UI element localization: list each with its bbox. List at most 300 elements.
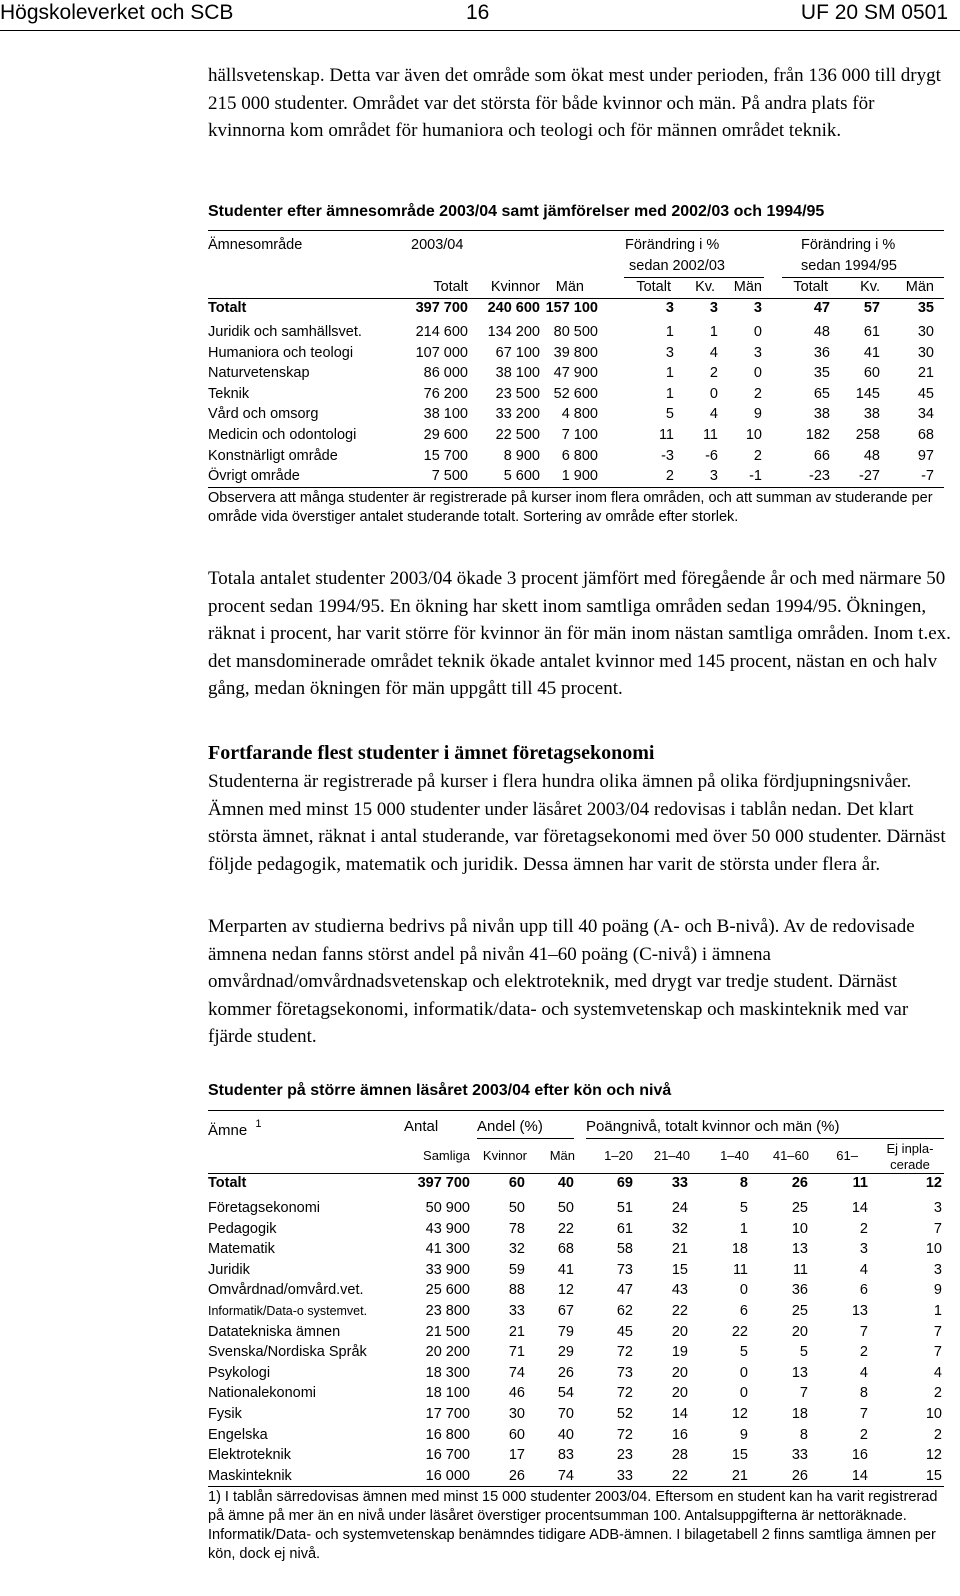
header-rule xyxy=(0,30,960,31)
table1-total-row-cell: 35 xyxy=(917,300,934,316)
table2-row-cell: 74 xyxy=(557,1467,574,1484)
table2-row-cell: 18 100 xyxy=(425,1385,470,1402)
table2-row-label: Psykologi xyxy=(208,1364,271,1381)
table1-row-cell: 1 xyxy=(665,324,674,340)
table1-total-row-cell: 3 xyxy=(665,300,674,316)
table1-row-cell: 0 xyxy=(753,324,762,340)
table2-row-cell: 11 xyxy=(792,1261,808,1278)
table1-row-cell: 7 500 xyxy=(431,468,468,485)
table2-row-cell: 8 xyxy=(799,1426,808,1443)
table2-row-cell: 32 xyxy=(671,1220,688,1237)
table2-row-label: Företagsekonomi xyxy=(208,1200,321,1216)
table2-row-cell: 2 xyxy=(859,1344,868,1361)
table2-row-cell: 9 xyxy=(933,1282,942,1299)
table2-row-cell: 36 xyxy=(791,1282,808,1299)
table1-row-cell: 47 900 xyxy=(553,365,598,382)
table2-row-cell: 20 200 xyxy=(425,1344,470,1361)
table1-row-cell: 134 200 xyxy=(487,324,540,340)
table1-row-cell: 67 100 xyxy=(495,344,540,361)
table1-total-row-label: Totalt xyxy=(208,300,247,316)
footnote-ref: 1 xyxy=(255,1118,262,1130)
intro-paragraph xyxy=(208,62,952,145)
table1-row-cell: 182 xyxy=(805,427,830,443)
table1-row-cell: 97 xyxy=(917,447,934,464)
table2-row-cell: 68 xyxy=(557,1241,574,1258)
section-text-1: Studenterna är registrerade på kurser i flera hundra olika ämnen på olika fördjupningsnivåer. Ämnen med minst 15 000 studenter under läsåret 2003/04 redovisas i tablån nedan. Det klart största ämnet, räknat i antal studerande, var företagsekonomi med över 50 000 studenter. Därnäst följde pedagogik, matematik och juridik. Dessa ämnen har varit de största under flera år. xyxy=(208,771,946,875)
table2-total-row-label: Totalt xyxy=(208,1175,247,1191)
table1-total-row-cell: 57 xyxy=(863,300,880,316)
table2-col-header: 1–20 xyxy=(604,1148,633,1163)
table1-row-cell: 11 xyxy=(702,427,718,443)
table2-row-cell: 5 xyxy=(799,1344,808,1361)
table2-row-cell: 43 900 xyxy=(425,1220,470,1237)
table2-head-levels: Poängnivå, totalt kvinnor och män (%) xyxy=(586,1118,840,1135)
table1-row-cell: 2 xyxy=(665,468,674,485)
table1-row-cell: 68 xyxy=(917,427,934,443)
table2-row-label: Omvårdnad/omvård.vet. xyxy=(208,1282,364,1299)
table1-row-cell: 38 100 xyxy=(423,406,468,423)
table2-row-label: Nationalekonomi xyxy=(208,1385,317,1402)
table2-row-cell: 15 xyxy=(671,1261,688,1278)
table1-row-cell: 10 xyxy=(745,427,762,443)
table2-row-cell: 28 xyxy=(671,1447,688,1464)
table1-row-cell: 36 xyxy=(813,344,830,361)
table1-row-cell: 21 xyxy=(917,365,934,382)
table2-row-cell: 10 xyxy=(925,1406,942,1422)
table1-row-cell: 80 500 xyxy=(553,324,598,340)
table1-row-label: Övrigt område xyxy=(208,468,300,485)
table1-head-change1-sub: sedan 2002/03 xyxy=(629,258,725,274)
table1-col-header: Totalt xyxy=(433,279,468,295)
table1-row-cell: 0 xyxy=(709,385,718,402)
table2-total-row-cell: 397 700 xyxy=(417,1175,470,1191)
table1-head-change2-sub: sedan 1994/95 xyxy=(801,258,897,274)
table1-row-label: Juridik och samhällsvet. xyxy=(208,324,362,340)
table2-row-cell: 78 xyxy=(508,1220,525,1237)
table1-row-cell: 38 xyxy=(813,406,830,423)
table2-row-cell: 29 xyxy=(557,1344,574,1361)
table2-col-header: 1–40 xyxy=(720,1148,749,1163)
table1-row-cell: 35 xyxy=(813,365,830,382)
table2-row-cell: 43 xyxy=(671,1282,688,1299)
table1-total-row-cell: 47 xyxy=(813,300,830,316)
table2-row-cell: 58 xyxy=(616,1241,633,1258)
table2-row-cell: 1 xyxy=(739,1220,748,1237)
table1-row-label: Vård och omsorg xyxy=(208,406,319,423)
table2-row-cell: 13 xyxy=(851,1303,868,1319)
table2-row-cell: 20 xyxy=(791,1323,808,1340)
table1-row-cell: 3 xyxy=(753,344,762,361)
table2-row-cell: 50 900 xyxy=(425,1200,470,1216)
table2-row-cell: 4 xyxy=(859,1261,868,1278)
table2-row-cell: 26 xyxy=(791,1467,808,1484)
table2-row-cell: 41 300 xyxy=(425,1241,470,1258)
table1-row-cell: 60 xyxy=(863,365,880,382)
table1-row-cell: 34 xyxy=(917,406,934,423)
table2-col-header: 41–60 xyxy=(772,1148,809,1163)
table2-row-cell: 59 xyxy=(508,1261,525,1278)
table1-row-cell: -6 xyxy=(705,447,718,464)
table2-row-cell: 1 xyxy=(933,1303,942,1319)
table2-row-cell: 21 xyxy=(671,1241,688,1258)
page-header xyxy=(0,0,960,32)
table1-col-header: Kvinnor xyxy=(490,279,540,295)
table1-row-cell: 2 xyxy=(753,447,762,464)
table2-row-cell: 12 xyxy=(557,1282,574,1299)
table2-title: Studenter på större ämnen läsåret 2003/04 efter kön och nivå xyxy=(208,1082,672,1099)
section-text-2: Merparten av studierna bedrivs på nivån upp till 40 poäng (A- och B-nivå). Av de redovisade ämnena nedan fanns störst andel på nivån 41–60 poäng (C-nivå) i ämnena omvårdnad/omvårdnadsvetenskap och elektroteknik, med drygt var tredje student. Därnäst kommer företagsekonomi, informatik/data- och systemvetenskap och maskinteknik med var fjärde student. xyxy=(208,916,915,1047)
table2-row-cell: 47 xyxy=(616,1282,633,1299)
table2-row-cell: 46 xyxy=(508,1385,525,1402)
table2-row-cell: 17 700 xyxy=(425,1406,470,1422)
table2-row-cell: 0 xyxy=(739,1385,748,1402)
table2-row-cell: 60 xyxy=(508,1426,525,1443)
table2-top-rule xyxy=(208,1110,944,1111)
table1-col-header: Totalt xyxy=(636,279,671,295)
table1-col-header: Män xyxy=(733,279,762,295)
table2-row-label: Datatekniska ämnen xyxy=(208,1323,341,1340)
table2-row-cell: 9 xyxy=(739,1426,748,1443)
table1-total-row-cell: 3 xyxy=(709,300,718,316)
table2-row-cell: 16 xyxy=(851,1447,868,1464)
table1-row-cell: 4 xyxy=(709,406,718,423)
table2-row-cell: 6 xyxy=(859,1282,868,1299)
table1-row-cell: 258 xyxy=(855,427,880,443)
table2-row-cell: 50 xyxy=(557,1200,574,1216)
table2-row-cell: 72 xyxy=(616,1385,633,1402)
table1-row-cell: -27 xyxy=(859,468,880,485)
table1-row-cell: 66 xyxy=(813,447,830,464)
table1-bottom-rule xyxy=(208,487,944,488)
table2-row-cell: 3 xyxy=(859,1241,868,1258)
header-publisher: Högskoleverket och SCB xyxy=(0,1,234,24)
table1-group-rule-1 xyxy=(624,277,764,278)
table2-row-label: Elektroteknik xyxy=(208,1447,292,1464)
table2-col-header: Samliga xyxy=(423,1148,470,1163)
table1-head-change2: Förändring i % xyxy=(801,237,896,253)
table2-row-cell: 18 xyxy=(731,1241,748,1258)
table1-row-cell: 76 200 xyxy=(423,385,468,402)
body-text: Totala antalet studenter 2003/04 ökade 3 procent jämfört med föregående år och med närmare 50 procent sedan 1994/95. En ökning har skett inom samtliga områden sedan 1994/95. Ökningen, räknat i procent, har varit större för kvinnor än för män inom nästan samtliga områden. Inom t.ex. det mansdominerade området teknik ökade antalet kvinnor med 145 procent, nästan en och halv gång, medan ökningen för män uppgått till 45 procent. xyxy=(208,568,951,699)
table2-total-row-cell: 26 xyxy=(791,1175,808,1191)
table2-row-cell: 70 xyxy=(557,1406,574,1422)
table2-row-cell: 73 xyxy=(616,1364,633,1381)
table2-row-cell: 22 xyxy=(731,1323,748,1340)
table2-row-cell: 41 xyxy=(557,1261,574,1278)
table1-row-cell: 107 000 xyxy=(415,344,468,361)
table2-note: 1) I tablån särredovisas ämnen med minst 15 000 studenter 2003/04. Eftersom en student kan ha varit registrerad på ämne på mer än en nivå under läsåret överstiger procentsumman 100. Antalsuppgifterna är nettoräknade. Informatik/Data- och systemvetenskap benämndes tidigare ADB-ämnen. I bilagetabell 2 finns samtliga ämnen per kön, dock ej nivå. xyxy=(208,1489,938,1562)
table2-row-cell: 61 xyxy=(616,1220,633,1237)
table2-row-cell: 25 xyxy=(791,1303,808,1319)
table1-col-header: Män xyxy=(905,279,934,295)
table1-row-cell: 23 500 xyxy=(495,385,540,402)
table2-row-label: Maskinteknik xyxy=(208,1467,292,1484)
table2-header-rule xyxy=(208,1173,944,1174)
table1-head-change1: Förändring i % xyxy=(625,237,720,253)
table2-row-cell: 79 xyxy=(557,1323,574,1340)
table1-row-cell: 48 xyxy=(813,324,830,340)
table2-row-cell: 2 xyxy=(933,1385,942,1402)
table2-row-cell: 15 xyxy=(731,1447,748,1464)
table2-row-cell: 18 xyxy=(791,1406,808,1422)
table2-row-cell: 73 xyxy=(616,1261,633,1278)
table2-row-cell: 25 xyxy=(791,1200,808,1216)
table1-group-rule-2 xyxy=(782,277,944,278)
table1-row-cell: 22 500 xyxy=(495,427,540,443)
table1-row-cell: 65 xyxy=(813,385,830,402)
table1-row-cell: 38 100 xyxy=(495,365,540,382)
table1-row-cell: 52 600 xyxy=(553,385,598,402)
table2-row-cell: 21 xyxy=(731,1467,748,1484)
table2-row-cell: 7 xyxy=(799,1385,808,1402)
table1-row-cell: 86 000 xyxy=(423,365,468,382)
table2-row-cell: 23 800 xyxy=(425,1303,470,1319)
table1-row-cell: 1 xyxy=(665,385,674,402)
table2-bottom-rule xyxy=(208,1486,944,1487)
table2-row-cell: 21 xyxy=(508,1323,525,1340)
table1-row-cell: 1 900 xyxy=(561,468,598,485)
table1-row-cell: 3 xyxy=(665,344,674,361)
table2-row-cell: 8 xyxy=(859,1385,868,1402)
table1-row-cell: 5 600 xyxy=(503,468,540,485)
table2-row-cell: 7 xyxy=(859,1323,868,1340)
table2-row-cell: 5 xyxy=(739,1200,748,1216)
table1-row-cell: 48 xyxy=(863,447,880,464)
table1-row-cell: 145 xyxy=(855,385,880,402)
table2-row-cell: 3 xyxy=(933,1200,942,1216)
table2-row-cell: 16 800 xyxy=(425,1426,470,1443)
table2-row-cell: 7 xyxy=(859,1406,868,1422)
table2-row-cell: 14 xyxy=(851,1200,868,1216)
table2-row-cell: 22 xyxy=(671,1467,688,1484)
table1-row-cell: 15 700 xyxy=(423,447,468,464)
table2-row-cell: 17 xyxy=(508,1447,525,1464)
table1-row-cell: 61 xyxy=(863,324,880,340)
table2-head-ej-line2: cerade xyxy=(890,1157,930,1172)
table2-row-cell: 10 xyxy=(791,1220,808,1237)
table2-row-cell: 25 600 xyxy=(425,1282,470,1299)
table2-row-cell: 2 xyxy=(859,1220,868,1237)
table2-levels-rule xyxy=(586,1138,944,1139)
table2-col-header: Män xyxy=(549,1148,575,1163)
table2-row-cell: 12 xyxy=(925,1447,942,1464)
table2-head-ej-line1: Ej inpla- xyxy=(886,1141,934,1156)
table1-row-cell: 9 xyxy=(753,406,762,423)
table2-row-cell: 50 xyxy=(508,1200,525,1216)
table2-row-cell: 16 700 xyxy=(425,1447,470,1464)
table2-row-cell: 26 xyxy=(508,1467,525,1484)
table2-row-cell: 22 xyxy=(671,1303,688,1319)
table1-row-cell: 1 xyxy=(665,365,674,382)
table2-row-label: Svenska/Nordiska Språk xyxy=(208,1344,367,1361)
table2-row-cell: 40 xyxy=(557,1426,574,1443)
table2-row-cell: 16 xyxy=(671,1426,688,1443)
table2-row-cell: 15 xyxy=(925,1467,942,1484)
table2-row-cell: 23 xyxy=(616,1447,633,1464)
table1-row-cell: 4 800 xyxy=(561,406,598,423)
section-paragraph-2 xyxy=(208,913,952,1051)
table2-row-label: Juridik xyxy=(208,1261,250,1278)
table2-row-cell: 2 xyxy=(933,1426,942,1443)
table2-row-cell: 0 xyxy=(739,1364,748,1381)
table2-row-label: Fysik xyxy=(208,1406,242,1422)
table1-row-cell: 41 xyxy=(863,344,880,361)
table1-row-cell: -3 xyxy=(661,447,674,464)
table2-row-cell: 6 xyxy=(739,1303,748,1319)
table1-row-cell: 2 xyxy=(753,385,762,402)
table2-row-cell: 2 xyxy=(859,1426,868,1443)
table1-title: Studenter efter ämnesområde 2003/04 samt jämförelser med 2002/03 och 1994/95 xyxy=(208,203,825,220)
section-heading: Fortfarande flest studenter i ämnet företagsekonomi xyxy=(208,742,655,764)
table2-row-cell: 54 xyxy=(557,1385,574,1402)
table2-row-cell: 4 xyxy=(933,1364,942,1381)
table2-col-header: 61– xyxy=(836,1148,858,1163)
table1-row-cell: 2 xyxy=(709,365,718,382)
table1-top-rule xyxy=(208,230,944,231)
table1-row-cell: 1 xyxy=(709,324,718,340)
table2-row-cell: 19 xyxy=(671,1344,688,1361)
table1-row-cell: 214 600 xyxy=(415,324,468,340)
table2-row-cell: 71 xyxy=(508,1344,525,1361)
table1-row-label: Konstnärligt område xyxy=(208,447,338,464)
table1-row-cell: 4 xyxy=(709,344,718,361)
table2-row-cell: 11 xyxy=(732,1261,748,1278)
table2-col-header: 21–40 xyxy=(653,1148,690,1163)
table1-col-header: Kv. xyxy=(695,279,715,295)
table1-row-cell: 11 xyxy=(658,427,674,443)
table2-row-cell: 22 xyxy=(557,1220,574,1237)
table2-row-cell: 30 xyxy=(508,1406,525,1422)
table2-row-cell: 62 xyxy=(616,1303,633,1319)
table2-row-cell: 18 300 xyxy=(425,1364,470,1381)
table2-row-cell: 20 xyxy=(671,1364,688,1381)
table1-col-header: Kv. xyxy=(860,279,880,295)
table1-total-row-cell: 397 700 xyxy=(415,300,468,316)
table2-head-subject xyxy=(208,1118,261,1139)
table1-row-cell: 8 900 xyxy=(503,447,540,464)
table2-row-cell: 16 000 xyxy=(425,1467,470,1484)
table1-row-cell: 38 xyxy=(863,406,880,423)
table1-row-cell: 29 600 xyxy=(423,427,468,443)
table2-total-row-cell: 11 xyxy=(852,1175,868,1191)
table2-row-cell: 7 xyxy=(933,1344,942,1361)
table1-row-label: Humaniora och teologi xyxy=(208,344,354,361)
table2-row-cell: 21 500 xyxy=(425,1323,470,1340)
table1-total-row-cell: 240 600 xyxy=(487,300,540,316)
table2-row-cell: 0 xyxy=(739,1282,748,1299)
table2-row-cell: 52 xyxy=(616,1406,633,1422)
table2-row-cell: 14 xyxy=(671,1406,688,1422)
table2-row-label: Engelska xyxy=(208,1426,268,1443)
table1-row-cell: -1 xyxy=(749,468,762,485)
table2-total-row-cell: 40 xyxy=(557,1175,574,1191)
table1-total-row-cell: 157 100 xyxy=(545,300,598,316)
table1-note: Observera att många studenter är registrerade på kurser inom flera områden, och att summan av studerande per område vida överstiger antalet studerande totalt. Sortering av område efter storlek. xyxy=(208,490,933,525)
table2-head-andel: Andel (%) xyxy=(477,1118,543,1135)
table2-total-row-cell: 8 xyxy=(739,1175,748,1191)
table2-total-row-cell: 69 xyxy=(616,1175,633,1191)
table1-row-cell: 6 800 xyxy=(561,447,598,464)
table2-row-cell: 13 xyxy=(791,1364,808,1381)
table2-row-cell: 83 xyxy=(557,1447,574,1464)
table1-col-header: Totalt xyxy=(793,279,828,295)
table1-row-cell: 5 xyxy=(665,406,674,423)
table2-row-cell: 5 xyxy=(739,1344,748,1361)
table2-row-cell: 33 xyxy=(791,1447,808,1464)
table2-row-cell: 51 xyxy=(616,1200,633,1216)
table2-row-cell: 33 900 xyxy=(425,1261,470,1278)
table2-total-row-cell: 12 xyxy=(925,1175,942,1191)
table1-row-label: Teknik xyxy=(208,385,250,402)
table1-row-cell: 3 xyxy=(709,468,718,485)
table1-row-cell: -7 xyxy=(921,468,934,485)
table2-row-cell: 26 xyxy=(557,1364,574,1381)
table2-row-cell: 33 xyxy=(616,1467,633,1484)
table1-row-cell: 0 xyxy=(753,365,762,382)
table2-row-label: Informatik/Data-o systemvet. xyxy=(208,1304,368,1318)
table1-head-year: 2003/04 xyxy=(411,237,464,253)
table1-row-cell: 30 xyxy=(917,344,934,361)
table1-row-cell: 39 800 xyxy=(553,344,598,361)
table2-row-cell: 32 xyxy=(508,1241,525,1258)
table1-row-cell: -23 xyxy=(809,468,830,485)
table2-row-cell: 10 xyxy=(925,1241,942,1258)
table2-row-cell: 14 xyxy=(851,1467,868,1484)
table1-col-header: Män xyxy=(555,279,584,295)
table2-row-cell: 3 xyxy=(933,1261,942,1278)
table1-row-cell: 30 xyxy=(917,324,934,340)
table1-row-cell: 7 100 xyxy=(561,427,598,443)
table1-row-cell: 45 xyxy=(917,385,934,402)
table2-row-cell: 4 xyxy=(859,1364,868,1381)
table1-row-cell: 33 200 xyxy=(495,406,540,423)
table2-row-cell: 7 xyxy=(933,1323,942,1340)
table2-row-cell: 20 xyxy=(671,1385,688,1402)
table2-row-cell: 7 xyxy=(933,1220,942,1237)
table2-row-label: Matematik xyxy=(208,1241,275,1258)
table2-total-row-cell: 33 xyxy=(671,1175,688,1191)
table2-head-subject-label: Ämne xyxy=(208,1122,248,1139)
intro-text: hällsvetenskap. Detta var även det område som ökat mest under perioden, från 136 000 till drygt 215 000 studenter. Området var det största för både kvinnor och män. På andra plats för kvinnorna kom området för humaniora och teologi och för männen området teknik. xyxy=(208,65,941,141)
table2-row-cell: 24 xyxy=(671,1200,688,1216)
table2-row-cell: 67 xyxy=(557,1303,574,1319)
table2-row-label: Pedagogik xyxy=(208,1220,277,1237)
table2-col-header: Kvinnor xyxy=(482,1148,527,1163)
table1-total-row-cell: 3 xyxy=(753,300,762,316)
table1-header-rule xyxy=(208,298,944,299)
table2-row-cell: 13 xyxy=(791,1241,808,1258)
page-number: 16 xyxy=(466,1,490,24)
table1-row-label: Naturvetenskap xyxy=(208,365,310,382)
section-paragraph-1 xyxy=(208,768,952,878)
table2-row-cell: 88 xyxy=(508,1282,525,1299)
body-paragraph xyxy=(208,565,952,703)
table1-head-area: Ämnesområde xyxy=(208,237,303,253)
table2-andel-rule xyxy=(477,1138,574,1139)
table2-row-cell: 72 xyxy=(616,1426,633,1443)
table2-total-row-cell: 60 xyxy=(508,1175,525,1191)
table2-head-ej xyxy=(876,1141,944,1173)
table2-row-cell: 12 xyxy=(731,1406,748,1422)
table2-row-cell: 20 xyxy=(671,1323,688,1340)
table1-row-label: Medicin och odontologi xyxy=(208,427,357,443)
table2-row-cell: 72 xyxy=(616,1344,633,1361)
table2-row-cell: 45 xyxy=(616,1323,633,1340)
table2-row-cell: 74 xyxy=(508,1364,525,1381)
table2-row-cell: 33 xyxy=(508,1303,525,1319)
report-id: UF 20 SM 0501 xyxy=(800,1,948,24)
table2-head-antal: Antal xyxy=(404,1118,439,1135)
